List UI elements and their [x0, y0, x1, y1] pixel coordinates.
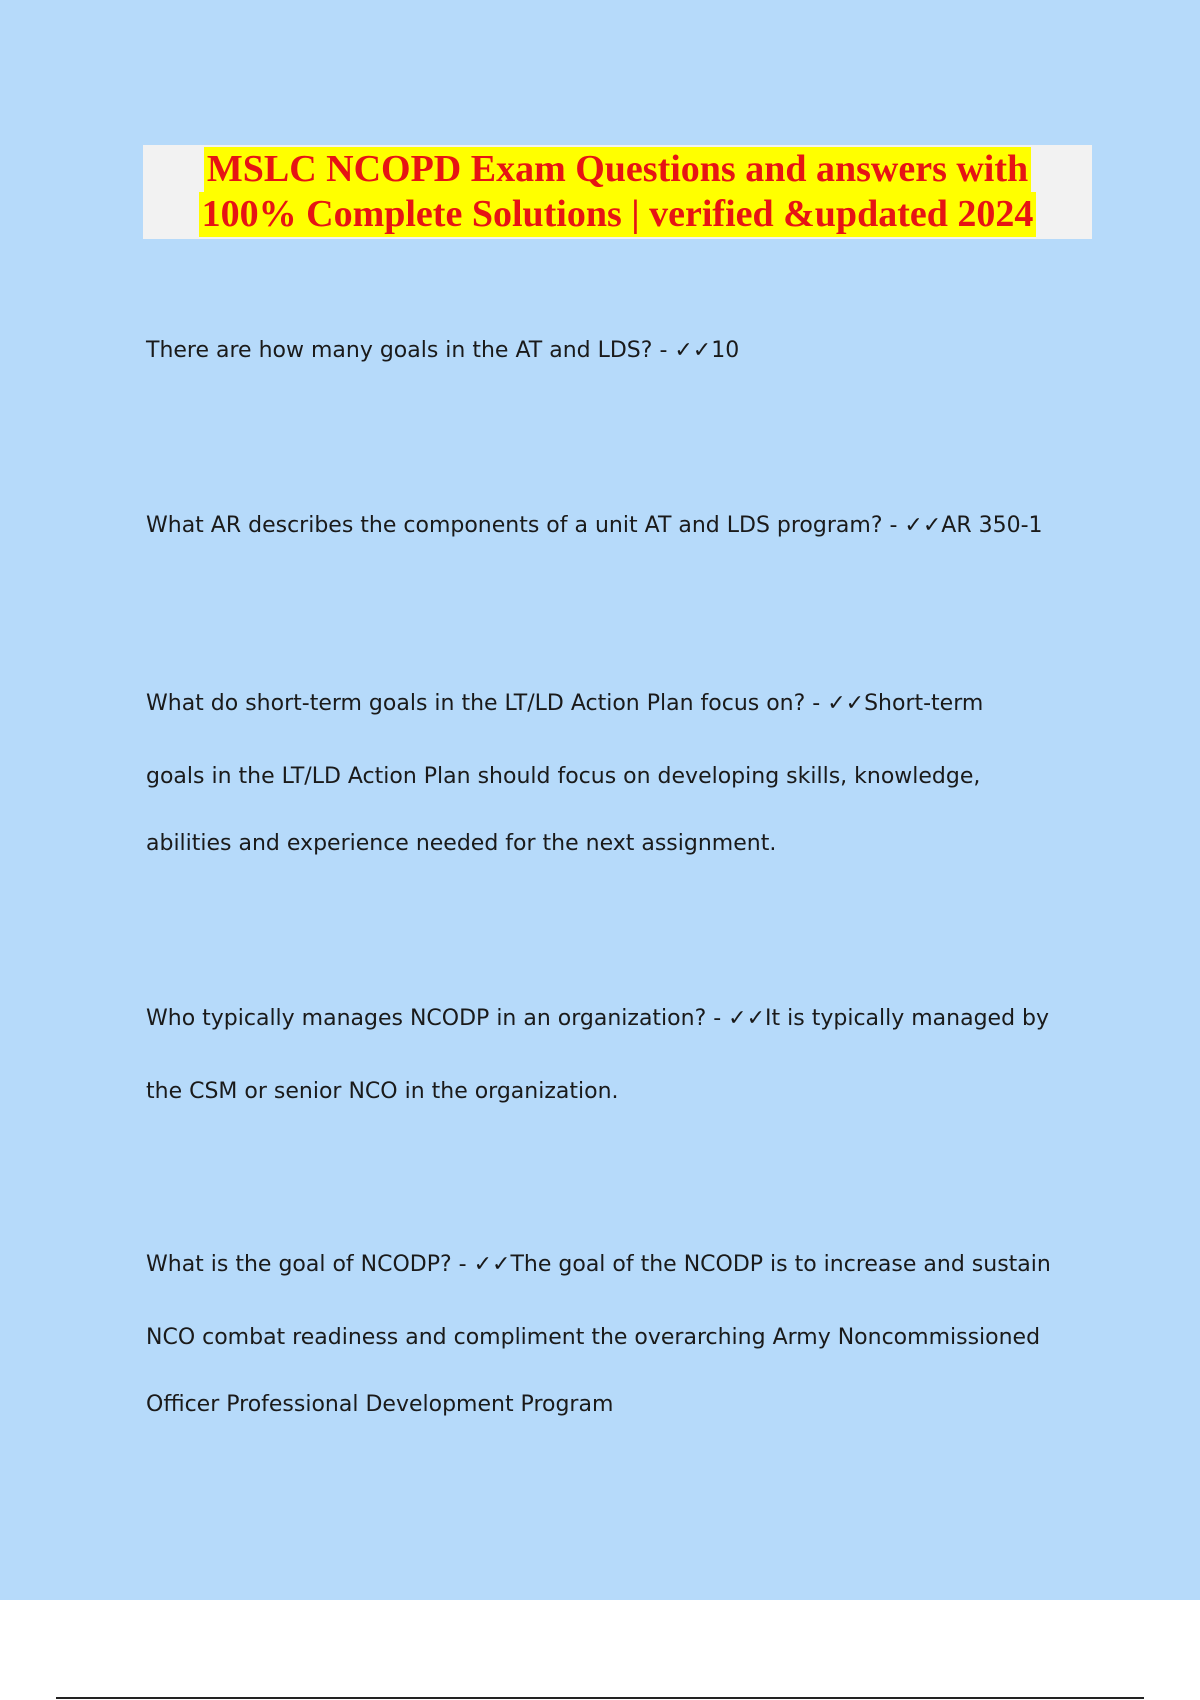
qa-line: Officer Professional Development Program: [146, 1392, 614, 1417]
qa-line: What do short-term goals in the LT/LD Action Plan focus on? - ✓✓Short-term: [146, 691, 984, 716]
title-line-2: 100% Complete Solutions | verified &updated 2024: [199, 192, 1037, 237]
qa-line: There are how many goals in the AT and LDS? - ✓✓10: [146, 338, 740, 363]
qa-line: What AR describes the components of a unit AT and LDS program? - ✓✓AR 350-1: [146, 513, 1043, 538]
title-box: [143, 145, 1092, 239]
qa-line: goals in the LT/LD Action Plan should focus on developing skills, knowledge,: [146, 764, 981, 789]
qa-line: What is the goal of NCODP? - ✓✓The goal of the NCODP is to increase and sustain: [146, 1252, 1051, 1277]
qa-line: Who typically manages NCODP in an organization? - ✓✓It is typically managed by: [146, 1006, 1050, 1031]
qa-line: abilities and experience needed for the next assignment.: [146, 831, 777, 856]
qa-line: NCO combat readiness and compliment the overarching Army Noncommissioned: [146, 1325, 1041, 1350]
qa-line: the CSM or senior NCO in the organization.: [146, 1079, 619, 1104]
footer-divider: [56, 1697, 1144, 1699]
title-line-1: MSLC NCOPD Exam Questions and answers with: [204, 147, 1031, 192]
